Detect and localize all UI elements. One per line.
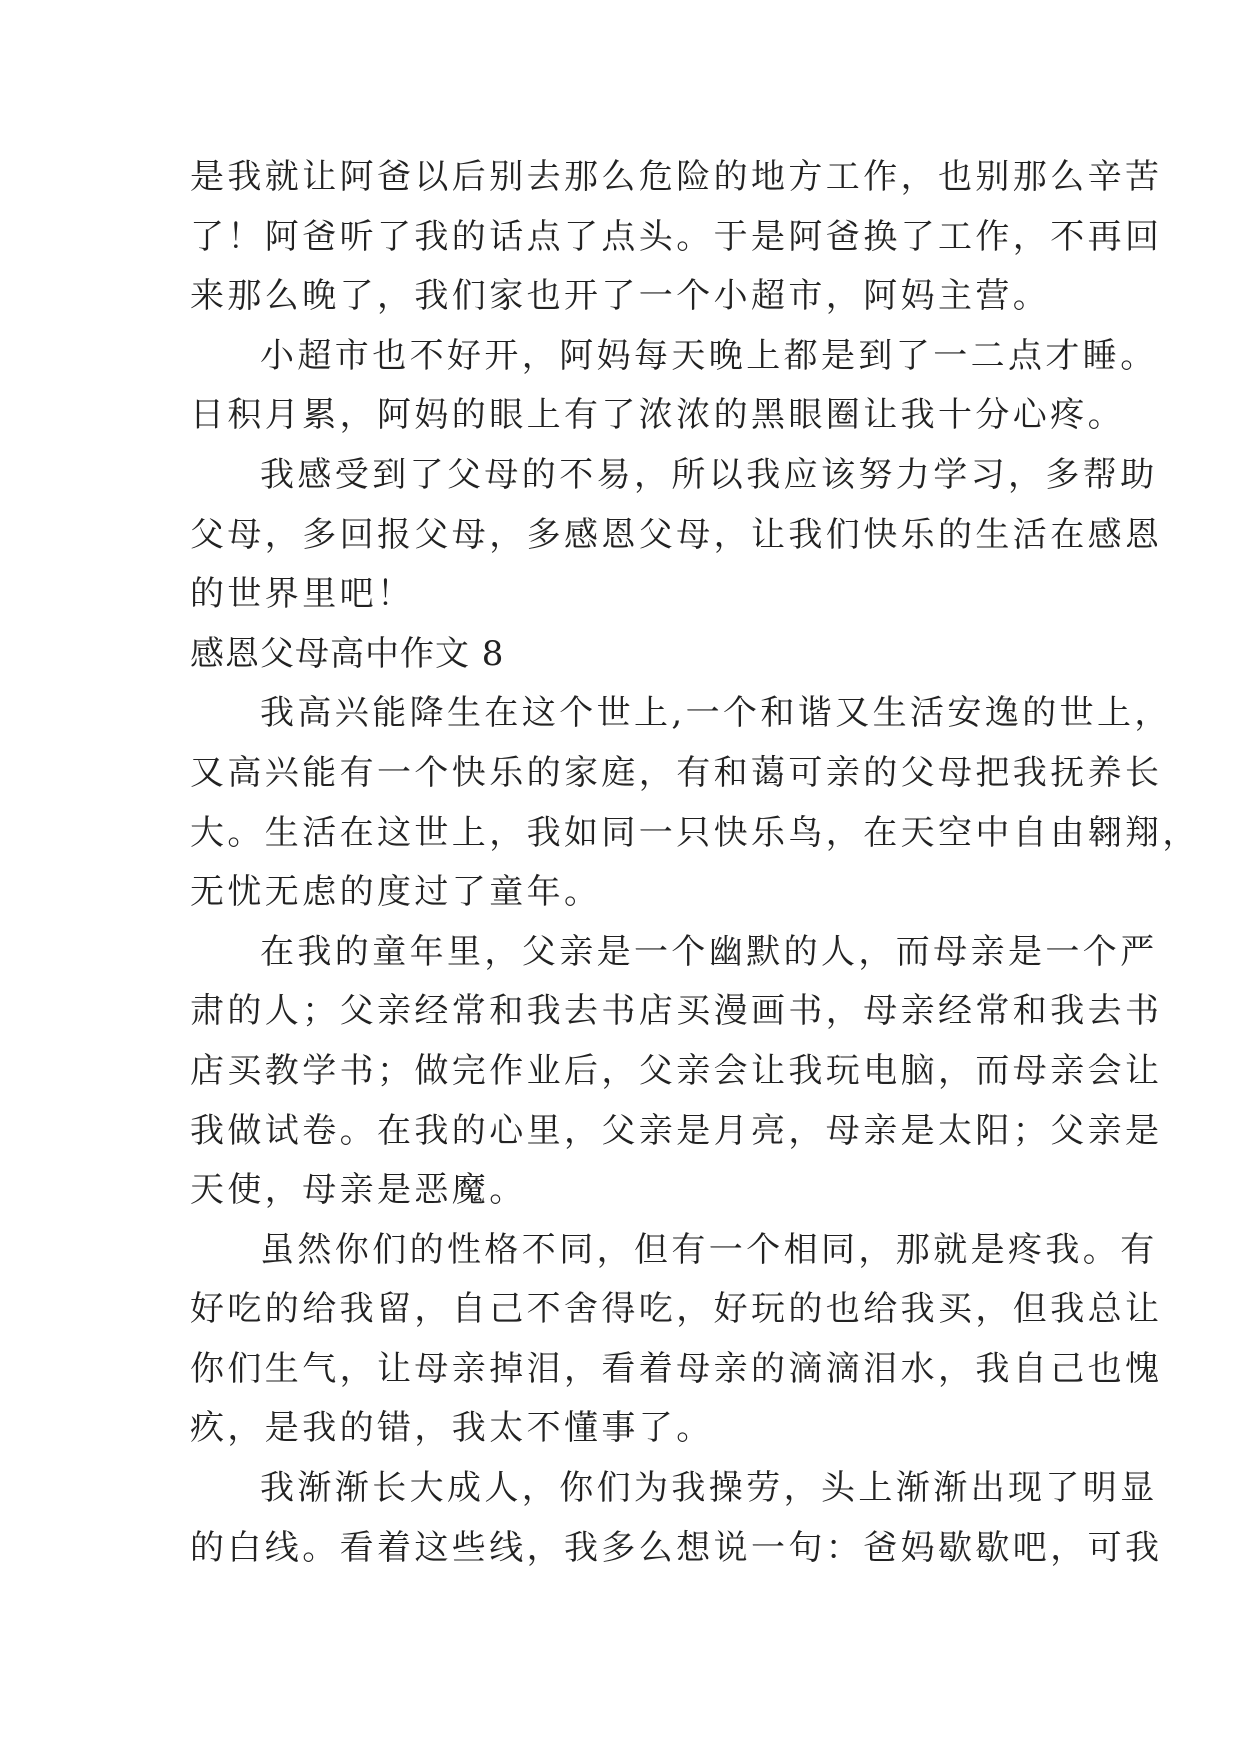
paragraph-start-line: 虽然你们的性格不同，但有一个相同，那就是疼我。有	[260, 1229, 1158, 1270]
text-line: 来那么晚了，我们家也开了一个小超市，阿妈主营。	[190, 276, 1051, 317]
text-line: 店买教学书；做完作业后，父亲会让我玩电脑，而母亲会让	[190, 1050, 1163, 1091]
text-line: 的世界里吧！	[190, 574, 415, 615]
text-line: 天使，母亲是恶魔。	[190, 1170, 527, 1211]
text-line: 的白线。看着这些线，我多么想说一句：爸妈歇歇吧，可我	[190, 1527, 1163, 1568]
text-line: 了！阿爸听了我的话点了点头。于是阿爸换了工作，不再回	[190, 216, 1163, 257]
paragraph-start-line: 小超市也不好开，阿妈每天晚上都是到了一二点才睡。	[260, 335, 1158, 376]
text-line: 又高兴能有一个快乐的家庭，有和蔼可亲的父母把我抚养长	[190, 752, 1163, 793]
text-line: 无忧无虑的度过了童年。	[190, 872, 602, 913]
paragraph-start-line: 我感受到了父母的不易，所以我应该努力学习，多帮助	[260, 454, 1158, 495]
text-line: 我做试卷。在我的心里，父亲是月亮，母亲是太阳；父亲是	[190, 1110, 1163, 1151]
text-line: 是我就让阿爸以后别去那么危险的地方工作，也别那么辛苦	[190, 157, 1163, 197]
paragraph-start-line: 我渐渐长大成人，你们为我操劳，头上渐渐出现了明显	[260, 1468, 1158, 1509]
text-line: 父母，多回报父母，多感恩父母，让我们快乐的生活在感恩	[190, 514, 1163, 555]
section-heading: 感恩父母高中作文 8	[190, 633, 505, 674]
text-line: 好吃的给我留，自己不舍得吃，好玩的也给我买，但我总让	[190, 1289, 1163, 1330]
text-line: 大。生活在这世上，我如同一只快乐鸟，在天空中自由翱翔，	[190, 812, 1200, 853]
text-line: 日积月累，阿妈的眼上有了浓浓的黑眼圈让我十分心疼。	[190, 395, 1125, 436]
text-line: 肃的人；父亲经常和我去书店买漫画书，母亲经常和我去书	[190, 991, 1163, 1032]
paragraph-start-line: 在我的童年里，父亲是一个幽默的人，而母亲是一个严	[260, 931, 1158, 972]
document-body	[190, 148, 1200, 1578]
text-line: 你们生气，让母亲掉泪，看着母亲的滴滴泪水，我自己也愧	[190, 1348, 1163, 1389]
text-line: 疚，是我的错，我太不懂事了。	[190, 1408, 714, 1449]
paragraph-start-line: 我高兴能降生在这个世上,一个和谐又生活安逸的世上，	[260, 693, 1172, 734]
